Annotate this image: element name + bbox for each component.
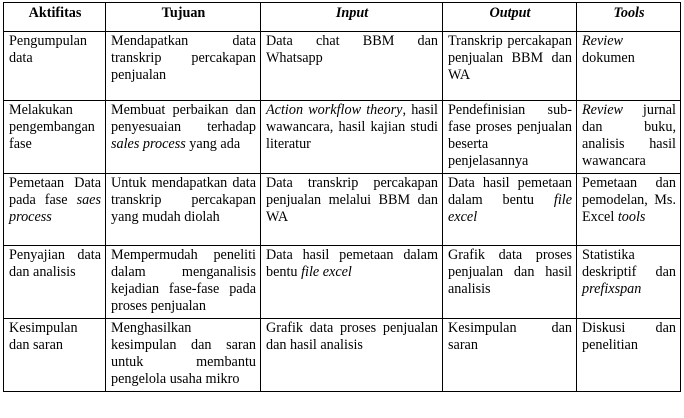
italic-text-run: Action workflow theory bbox=[266, 102, 403, 118]
cell-tujuan bbox=[106, 319, 261, 392]
text-run: Pemetaan dan pemodelan, Ms. Excel bbox=[582, 175, 676, 225]
text-run: Mempermudah peneliti dalam menganalisis kejadian fase-fase pada proses penjualan bbox=[111, 247, 256, 314]
text-run: Menghasilkan kesimpulan dan saran untuk membantu pengelola usaha mikro bbox=[111, 320, 256, 387]
text-run: Data hasil pemetaan dalam bentu bbox=[266, 247, 438, 280]
cell-input bbox=[261, 246, 443, 319]
text-run: Pemetaan Data pada fase bbox=[9, 175, 101, 208]
header-output: Output bbox=[443, 3, 577, 32]
cell-aktifitas bbox=[4, 101, 106, 174]
table-header-row bbox=[4, 3, 681, 32]
cell-tujuan bbox=[106, 246, 261, 319]
cell-aktifitas bbox=[4, 32, 106, 101]
header-tujuan: Tujuan bbox=[106, 3, 261, 32]
text-run: Data hasil pemetaan dalam bentu bbox=[448, 175, 572, 208]
cell-output bbox=[443, 174, 577, 246]
cell-output bbox=[443, 32, 577, 101]
cell-input bbox=[261, 32, 443, 101]
cell-tools bbox=[577, 319, 681, 392]
italic-text-run: Review bbox=[582, 102, 623, 118]
text-run: Transkrip percakapan penjualan BBM dan WA bbox=[448, 33, 572, 83]
table-row bbox=[4, 319, 681, 392]
header-input: Input bbox=[261, 3, 443, 32]
cell-aktifitas bbox=[4, 174, 106, 246]
text-run: Melakukan pengembangan fase bbox=[9, 102, 95, 152]
cell-output bbox=[443, 246, 577, 319]
text-run: dokumen bbox=[582, 50, 635, 66]
text-run: Membuat perbaikan dan penyesuaian terhadap bbox=[111, 102, 256, 135]
cell-tools bbox=[577, 174, 681, 246]
table-row bbox=[4, 174, 681, 246]
text-run: jurnal dan buku, analisis hasil wawancara bbox=[582, 102, 676, 169]
italic-text-run: tools bbox=[617, 209, 646, 225]
text-run: Grafik data proses penjualan dan hasil analisis bbox=[448, 247, 572, 297]
header-tools: Tools bbox=[577, 3, 681, 32]
italic-text-run: file excel bbox=[448, 192, 572, 225]
cell-tools bbox=[577, 32, 681, 101]
cell-aktifitas bbox=[4, 246, 106, 319]
italic-text-run: file excel bbox=[301, 264, 352, 280]
cell-tools bbox=[577, 101, 681, 174]
cell-output bbox=[443, 319, 577, 392]
cell-tujuan bbox=[106, 174, 261, 246]
cell-input bbox=[261, 101, 443, 174]
text-run: , hasil wawancara, hasil kajian studi literatur bbox=[266, 102, 438, 152]
cell-tujuan bbox=[106, 32, 261, 101]
italic-text-run: prefixspan bbox=[582, 281, 642, 297]
text-run: Kesimpulan dan saran bbox=[448, 320, 572, 353]
cell-aktifitas bbox=[4, 319, 106, 392]
cell-tujuan bbox=[106, 101, 261, 174]
text-run: yang ada bbox=[185, 136, 241, 152]
header-aktifitas: Aktifitas bbox=[4, 3, 106, 32]
table-row bbox=[4, 101, 681, 174]
activity-table bbox=[3, 2, 681, 392]
text-run: Untuk mendapatkan data transkrip percakapan yang mudah diolah bbox=[111, 175, 256, 225]
text-run: Pendefinisian sub-fase proses penjualan beserta penjelasannya bbox=[448, 102, 572, 169]
text-run: Grafik data proses penjualan dan hasil analisis bbox=[266, 320, 438, 353]
text-run: Penyajian data dan analisis bbox=[9, 247, 101, 280]
italic-text-run: saes process bbox=[9, 192, 101, 225]
text-run: Data transkrip percakapan penjualan melalui BBM dan WA bbox=[266, 175, 438, 225]
text-run: Pengumpulan data bbox=[9, 33, 88, 66]
cell-tools bbox=[577, 246, 681, 319]
table-row bbox=[4, 32, 681, 101]
text-run: Diskusi dan penelitian bbox=[582, 320, 676, 353]
text-run: Mendapatkan data transkrip percakapan penjualan bbox=[111, 33, 256, 83]
text-run: Statistika deskriptif dan bbox=[582, 247, 676, 280]
text-run: Kesimpulan dan saran bbox=[9, 320, 78, 353]
cell-input bbox=[261, 174, 443, 246]
italic-text-run: sales process bbox=[111, 136, 186, 152]
cell-output bbox=[443, 101, 577, 174]
table-row bbox=[4, 246, 681, 319]
cell-input bbox=[261, 319, 443, 392]
italic-text-run: Review bbox=[582, 33, 623, 49]
text-run: Data chat BBM dan Whatsapp bbox=[266, 33, 438, 66]
